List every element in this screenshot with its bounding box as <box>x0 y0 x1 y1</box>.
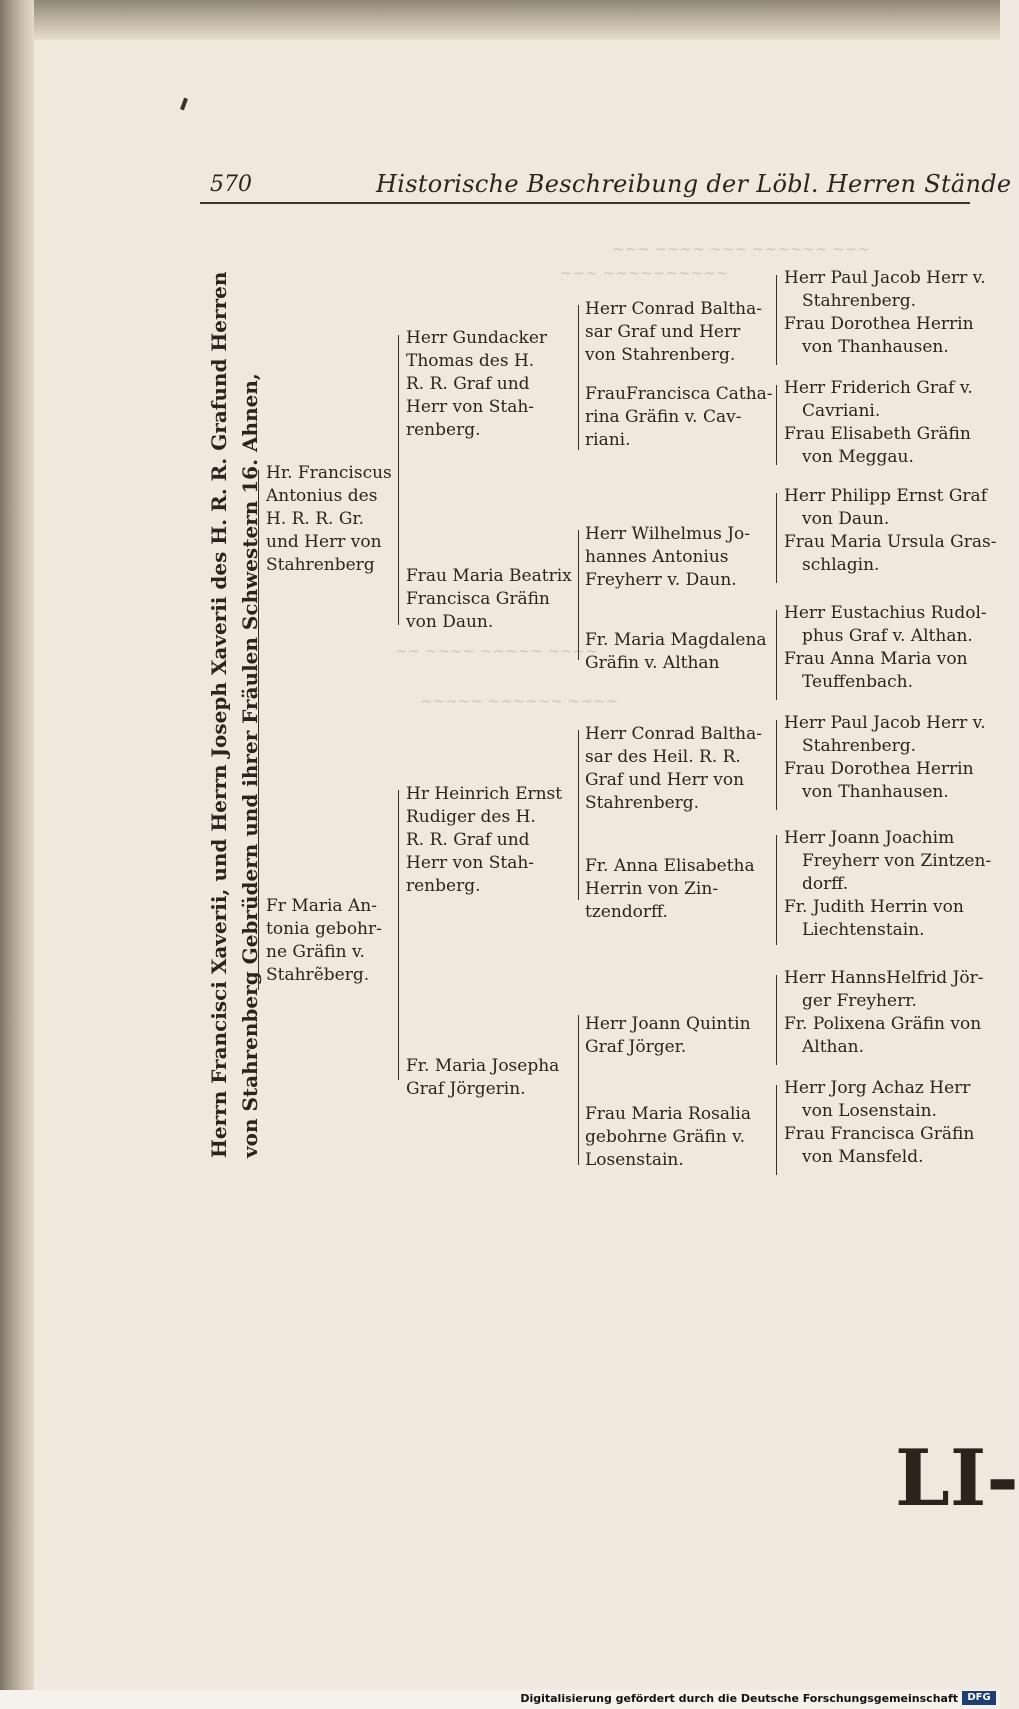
entry-line: von Thanhausen. <box>802 782 949 802</box>
entry-line: Graf und Herr von <box>585 770 745 790</box>
entry-line: von Mansfeld. <box>802 1147 924 1167</box>
entry-line: Herr Jorg Achaz Herr <box>784 1078 971 1098</box>
entry-line: tonia gebohr- <box>266 919 382 939</box>
entry-line: Hr Heinrich Ernst <box>406 784 563 804</box>
entry-line: H. R. R. Gr. <box>266 509 365 529</box>
entry-line: dorff. <box>802 874 849 894</box>
entry-line: Graf Jörgerin. <box>406 1079 526 1099</box>
ancestor-conrad-2 <box>585 723 762 815</box>
entry-line: hannes Antonius <box>585 547 729 567</box>
ancestors-gen4-g <box>784 967 984 1059</box>
catchword: LI- <box>895 1433 1019 1524</box>
entry-line: Freyherr v. Daun. <box>585 570 737 590</box>
entry-line: Freyherr von Zintzen- <box>802 851 992 871</box>
entry-line: schlagin. <box>802 555 880 575</box>
entry-line: Herr Conrad Baltha- <box>585 724 763 744</box>
entry-line: Antonius des <box>266 486 378 506</box>
entry-line: von Losenstain. <box>802 1101 937 1121</box>
ancestors-gen4-c <box>784 485 996 577</box>
entry-line: Fr. Polixena Gräfin von <box>784 1014 982 1034</box>
entry-line: Losenstain. <box>585 1150 684 1170</box>
entry-line: Herr von Stah- <box>406 397 535 417</box>
entry-line: renberg. <box>406 876 481 896</box>
book-spine-edge <box>0 0 34 1709</box>
brace-gen2-upper <box>398 335 399 625</box>
entry-line: Frau Anna Maria von <box>784 649 968 669</box>
entry-line: Hr. Franciscus <box>266 463 392 483</box>
entry-line: Fr. Maria Magdalena <box>585 630 767 650</box>
ancestor-magdalena <box>585 629 767 675</box>
entry-line: Gräfin v. Althan <box>585 653 720 673</box>
entry-line: Frau Maria Ursula Gras- <box>784 532 997 552</box>
brace-gen4-c <box>776 493 777 583</box>
entry-line: Herr von Stah- <box>406 853 535 873</box>
bleed-through: ∼∼∼ ∼∼∼∼ ∼∼∼ ∼∼∼∼∼∼ ∼∼∼ <box>612 240 870 258</box>
entry-line: ger Freyherr. <box>802 991 917 1011</box>
brace-gen4-h <box>776 1085 777 1175</box>
entry-line: Stahrenberg <box>266 555 375 575</box>
ancestor-anna-elisabetha <box>585 855 755 924</box>
entry-line: Rudiger des H. <box>406 807 536 827</box>
entry-line: von Meggau. <box>802 447 914 467</box>
entry-line: R. R. Graf und <box>406 374 530 394</box>
entry-line: Herr Joann Joachim <box>784 828 955 848</box>
entry-line: riani. <box>585 430 631 450</box>
entry-line: renberg. <box>406 420 481 440</box>
footer-credit: Digitalisierung gefördert durch die Deutsche Forschungsgemeinschaft <box>520 1692 958 1705</box>
entry-line: Herr Wilhelmus Jo- <box>585 524 751 544</box>
brace-gen3-c <box>578 730 579 900</box>
ancestor-maria-josepha <box>406 1055 559 1101</box>
ancestor-franciscus <box>266 462 392 577</box>
entry-line: rina Gräfin v. Cav- <box>585 407 742 427</box>
ancestors-gen4-d <box>784 602 987 694</box>
ancestor-maria-beatrix <box>406 565 572 634</box>
entry-line: Herr HannsHelfrid Jör- <box>784 968 984 988</box>
ancestor-francisca-cavriani <box>585 383 773 452</box>
entry-line: Teuffenbach. <box>802 672 914 692</box>
brace-gen4-f <box>776 835 777 945</box>
entry-line: und Herr von <box>266 532 382 552</box>
vertical-title-line-2: von Stahrenberg Gebrüdern und ihrer Fräulen Schwestern 16. Ahnen, <box>238 373 262 1158</box>
brace-root <box>258 470 259 990</box>
bleed-through: ∼∼∼∼∼ ∼∼∼∼∼∼ ∼∼∼∼ <box>420 692 619 710</box>
entry-line: Fr. Judith Herrin von <box>784 897 964 917</box>
entry-line: Fr. Maria Josepha <box>406 1056 560 1076</box>
entry-line: von Stahrenberg. <box>585 345 736 365</box>
ancestor-heinrich <box>406 783 562 898</box>
entry-line: Stahrenberg. <box>802 291 917 311</box>
entry-line: tzendorff. <box>585 902 668 922</box>
ancestor-rosalia <box>585 1103 751 1172</box>
entry-line: Herr Eustachius Rudol- <box>784 603 987 623</box>
entry-line: von Daun. <box>406 612 494 632</box>
entry-line: sar des Heil. R. R. <box>585 747 741 767</box>
entry-line: Liechtenstain. <box>802 920 925 940</box>
entry-line: Herr Philipp Ernst Graf <box>784 486 987 506</box>
ancestors-gen4-f <box>784 827 991 942</box>
entry-line: Herr Paul Jacob Herr v. <box>784 713 986 733</box>
entry-line: Frau Dorothea Herrin <box>784 314 974 334</box>
brace-gen4-g <box>776 975 777 1065</box>
ancestor-wilhelmus <box>585 523 750 592</box>
entry-line: gebohrne Gräfin v. <box>585 1127 746 1147</box>
bleed-through: ∼∼ ∼∼∼∼ ∼∼∼∼∼ ∼∼∼∼ <box>395 642 598 660</box>
ancestors-gen4-h <box>784 1077 974 1169</box>
entry-line: Frau Elisabeth Gräfin <box>784 424 971 444</box>
brace-gen4-e <box>776 720 777 810</box>
ancestors-gen4-a <box>784 267 986 359</box>
ancestor-quintin <box>585 1013 751 1059</box>
entry-line: Frau Maria Rosalia <box>585 1104 751 1124</box>
entry-line: Stahrenberg. <box>802 736 917 756</box>
entry-line: Cavriani. <box>802 401 881 421</box>
entry-line: Herr Gundacker <box>406 328 548 348</box>
entry-line: phus Graf v. Althan. <box>802 626 973 646</box>
entry-line: Frau Francisca Gräfin <box>784 1124 975 1144</box>
dfg-logo-icon: DFG <box>962 1691 996 1705</box>
running-title: Historische Beschreibung der Löbl. Herren Stände <box>376 170 1012 198</box>
entry-line: Althan. <box>802 1037 864 1057</box>
entry-line: Stahrẽberg. <box>266 965 370 985</box>
brace-gen4-b <box>776 385 777 465</box>
entry-line: ne Gräfin v. <box>266 942 365 962</box>
ancestor-gundacker <box>406 327 547 442</box>
entry-line: Herr Joann Quintin <box>585 1014 751 1034</box>
entry-line: FrauFrancisca Catha- <box>585 384 773 404</box>
header-rule <box>200 202 970 204</box>
entry-line: Herr Friderich Graf v. <box>784 378 973 398</box>
entry-line: Frau Dorothea Herrin <box>784 759 974 779</box>
entry-line: Graf Jörger. <box>585 1037 687 1057</box>
ancestors-gen4-e <box>784 712 986 804</box>
bleed-through: ∼∼∼ ∼∼∼∼∼∼∼∼∼∼ <box>560 264 729 282</box>
brace-gen3-b <box>578 530 579 660</box>
brace-gen4-a <box>776 275 777 365</box>
entry-line: R. R. Graf und <box>406 830 530 850</box>
brace-gen4-d <box>776 610 777 700</box>
entry-line: Stahrenberg. <box>585 793 700 813</box>
entry-line: sar Graf und Herr <box>585 322 741 342</box>
entry-line: Fr Maria An- <box>266 896 377 916</box>
page-number: 570 <box>210 172 252 197</box>
entry-line: Herr Paul Jacob Herr v. <box>784 268 986 288</box>
book-top-edge <box>0 0 1000 40</box>
entry-line: Fr. Anna Elisabetha <box>585 856 755 876</box>
brace-gen3-d <box>578 1015 579 1165</box>
brace-gen3-a <box>578 305 579 450</box>
ancestors-gen4-b <box>784 377 973 469</box>
entry-line: Frau Maria Beatrix <box>406 566 572 586</box>
brace-gen2-lower <box>398 790 399 1080</box>
entry-line: Herr Conrad Baltha- <box>585 299 763 319</box>
entry-line: von Daun. <box>802 509 890 529</box>
entry-line: Herrin von Zin- <box>585 879 719 899</box>
entry-line: von Thanhausen. <box>802 337 949 357</box>
entry-line: Thomas des H. <box>406 351 535 371</box>
ancestor-conrad-1 <box>585 298 762 367</box>
vertical-title-line-1: Herrn Francisci Xaverii, und Herrn Joseph Xaverii des H. R. R. Grafund Herren <box>207 271 231 1158</box>
ancestor-maria-antonia <box>266 895 382 987</box>
entry-line: Francisca Gräfin <box>406 589 550 609</box>
